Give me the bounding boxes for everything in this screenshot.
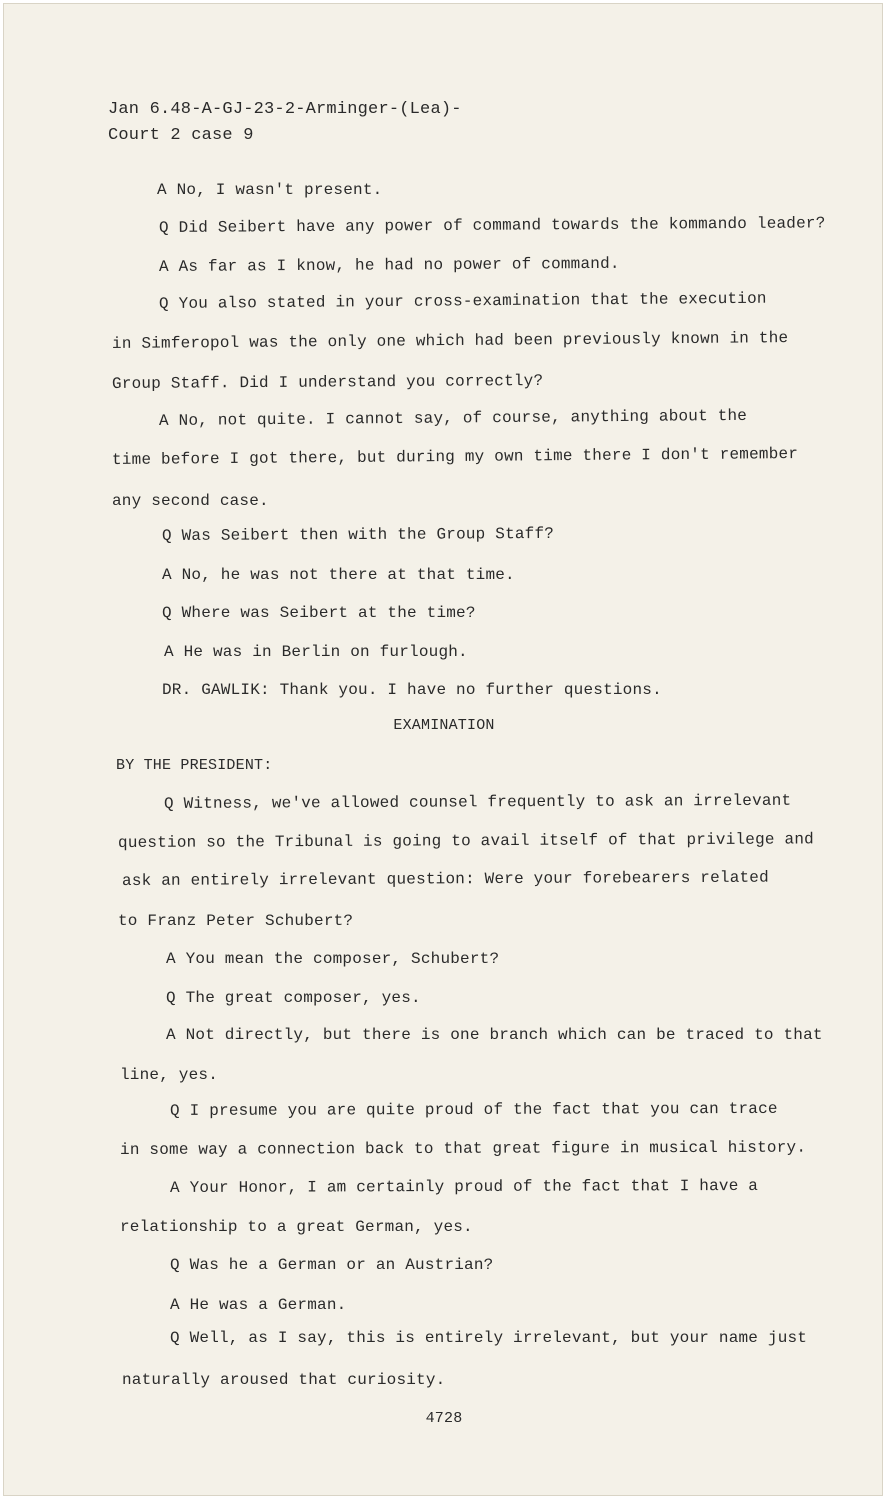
- transcript-line: DR. GAWLIK: Thank you. I have no further questions.: [162, 681, 662, 699]
- transcript-line: Q Where was Seibert at the time?: [162, 604, 476, 622]
- transcript-line: A No, I wasn't present.: [157, 181, 383, 199]
- transcript-line: to Franz Peter Schubert?: [118, 912, 354, 930]
- transcript-line: Q I presume you are quite proud of the fact that you can trace: [169, 1099, 778, 1120]
- page-number: 4728: [425, 1410, 463, 1427]
- transcript-line: Q Did Seibert have any power of command towards the kommando leader?: [158, 214, 826, 237]
- transcript-line: Group Staff. Did I understand you correctly?: [111, 371, 544, 393]
- transcript-line: A He was in Berlin on furlough.: [164, 643, 468, 661]
- transcript-line: any second case.: [112, 492, 269, 510]
- transcript-line: ask an entirely irrelevant question: Were your forebearers related: [121, 868, 769, 890]
- transcript-line: in Simferopol was the only one which had been previously known in the: [111, 329, 789, 353]
- transcript-line: Q Was he a German or an Austrian?: [170, 1256, 494, 1274]
- transcript-line: A No, not quite. I cannot say, of course, anything about the: [158, 406, 748, 430]
- transcript-line: A You mean the composer, Schubert?: [166, 950, 500, 968]
- header-line-1: Jan 6.48-A-GJ-23-2-Arminger-(Lea)-: [108, 100, 462, 119]
- header-line-2: Court 2 case 9: [108, 126, 254, 145]
- transcript-line: A Not directly, but there is one branch which can be traced to that: [166, 1026, 823, 1044]
- transcript-line: time before I got there, but during my own time there I don't remember: [111, 445, 799, 469]
- document-page: [3, 3, 883, 1496]
- transcript-line: Q Witness, we've allowed counsel frequently to ask an irrelevant: [163, 791, 792, 813]
- speaker-label: BY THE PRESIDENT:: [116, 757, 273, 774]
- transcript-line: Q Was Seibert then with the Group Staff?: [161, 524, 555, 545]
- transcript-line: A As far as I know, he had no power of command.: [158, 254, 620, 276]
- transcript-line: Q The great composer, yes.: [166, 989, 421, 1007]
- transcript-line: line, yes.: [120, 1066, 219, 1084]
- transcript-line: in some way a connection back to that great figure in musical history.: [119, 1138, 807, 1159]
- transcript-line: A He was a German.: [170, 1296, 347, 1314]
- transcript-line: naturally aroused that curiosity.: [122, 1371, 446, 1389]
- transcript-line: question so the Tribunal is going to avail itself of that privilege and: [117, 830, 814, 852]
- transcript-line: relationship to a great German, yes.: [120, 1218, 473, 1236]
- section-heading: EXAMINATION: [393, 717, 495, 734]
- transcript-line: Q You also stated in your cross-examination that the execution: [158, 289, 767, 313]
- transcript-line: A No, he was not there at that time.: [162, 566, 515, 584]
- transcript-line: A Your Honor, I am certainly proud of the fact that I have a: [169, 1176, 759, 1197]
- transcript-line: Q Well, as I say, this is entirely irrelevant, but your name just: [170, 1329, 808, 1347]
